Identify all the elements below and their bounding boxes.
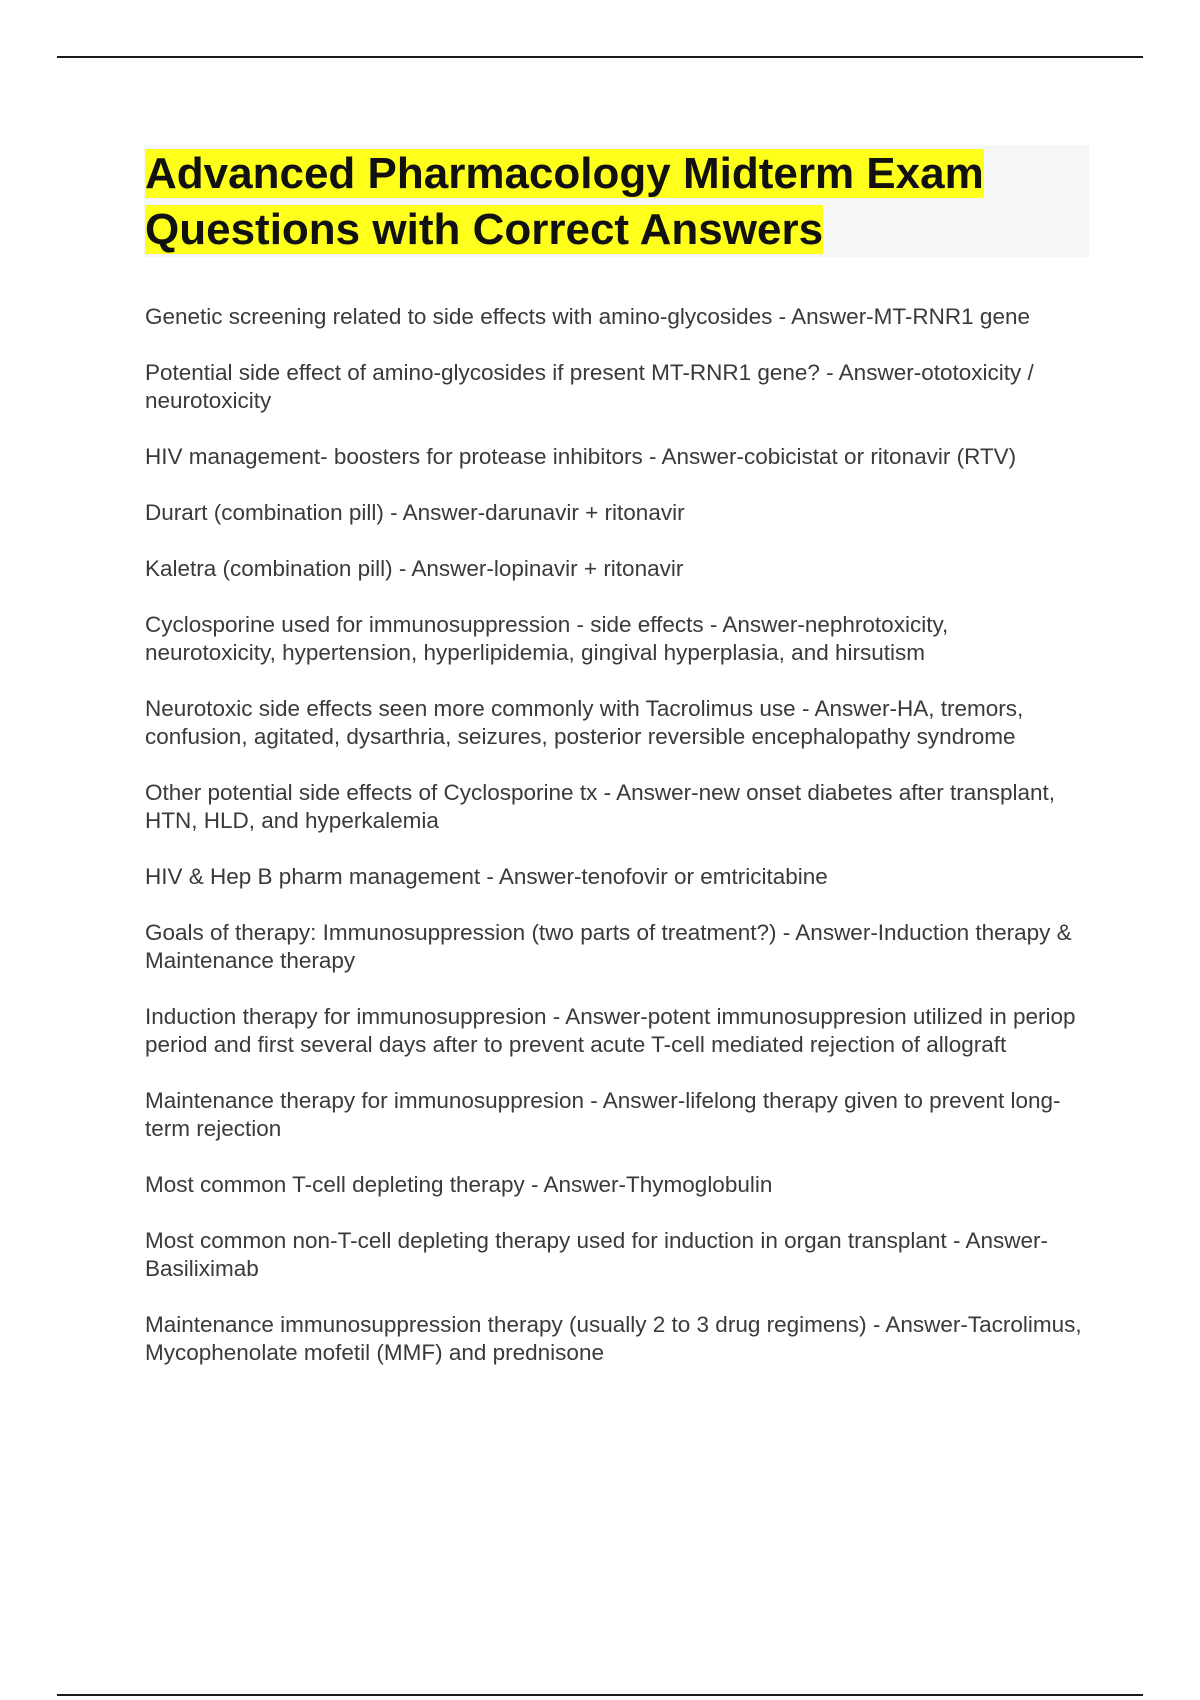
qa-item: Maintenance immunosuppression therapy (usually 2 to 3 drug regimens) - Answer-Tacrolimus, Mycophenolate mofetil (MMF) and prednisone xyxy=(145,1312,1082,1365)
footer-rule xyxy=(57,1694,1143,1696)
qa-item: Most common T-cell depleting therapy - Answer-Thymoglobulin xyxy=(145,1172,773,1197)
qa-item: Durart (combination pill) - Answer-darunavir + ritonavir xyxy=(145,500,685,525)
qa-item: Goals of therapy: Immunosuppression (two parts of treatment?) - Answer-Induction therapy & Maintenance therapy xyxy=(145,920,1072,973)
qa-item: Potential side effect of amino-glycosides if present MT-RNR1 gene? - Answer-ototoxicity / neurotoxicity xyxy=(145,360,1034,413)
qa-item: HIV & Hep B pharm management - Answer-tenofovir or emtricitabine xyxy=(145,864,828,889)
title-highlight: Advanced Pharmacology Midterm Exam Questions with Correct Answers xyxy=(145,149,984,254)
qa-item: Most common non-T-cell depleting therapy used for induction in organ transplant - Answer-Basiliximab xyxy=(145,1228,1048,1281)
qa-item: Induction therapy for immunosuppresion - Answer-potent immunosuppresion utilized in periop period and first several days after to prevent acute T-cell mediated rejection of allograft xyxy=(145,1004,1076,1057)
qa-item: Genetic screening related to side effects with amino-glycosides - Answer-MT-RNR1 gene xyxy=(145,304,1030,329)
header-rule xyxy=(57,56,1143,58)
qa-item: HIV management- boosters for protease inhibitors - Answer-cobicistat or ritonavir (RTV) xyxy=(145,444,1017,469)
qa-list xyxy=(145,303,1085,1395)
qa-item: Neurotoxic side effects seen more commonly with Tacrolimus use - Answer-HA, tremors, confusion, agitated, dysarthria, seizures, posterior reversible encephalopathy syndrome xyxy=(145,696,1024,749)
qa-item: Kaletra (combination pill) - Answer-lopinavir + ritonavir xyxy=(145,556,684,581)
qa-item: Cyclosporine used for immunosuppression - side effects - Answer-nephrotoxicity, neurotoxicity, hypertension, hyperlipidemia, gingival hyperplasia, and hirsutism xyxy=(145,612,949,665)
qa-item: Maintenance therapy for immunosuppresion - Answer-lifelong therapy given to prevent long-term rejection xyxy=(145,1088,1061,1141)
document-title xyxy=(145,146,1085,258)
qa-item: Other potential side effects of Cyclosporine tx - Answer-new onset diabetes after transplant, HTN, HLD, and hyperkalemia xyxy=(145,780,1056,833)
